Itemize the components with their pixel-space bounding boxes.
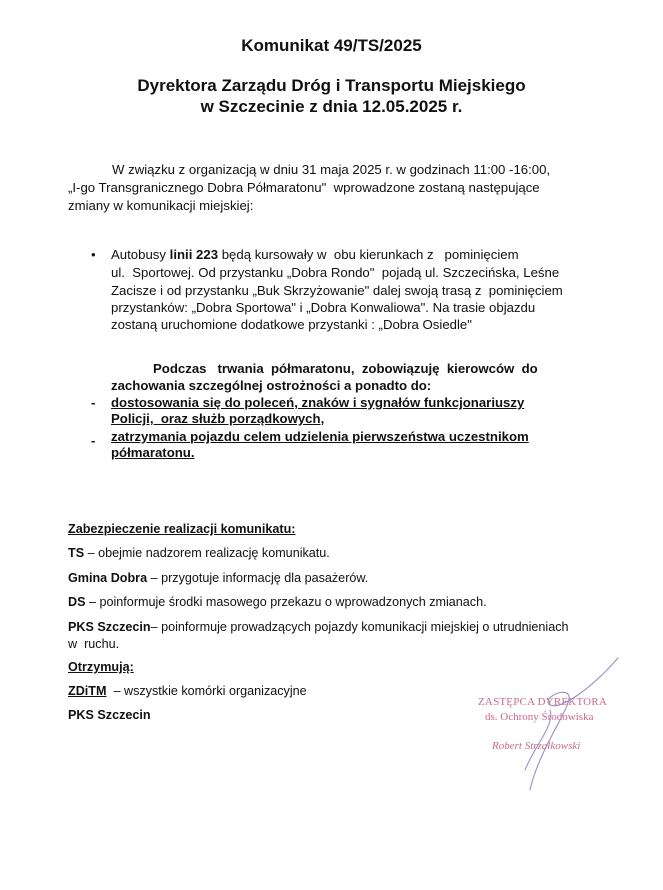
recipient-name: ZDiTM bbox=[68, 684, 107, 698]
bullet-text-pre: Autobusy bbox=[111, 247, 170, 262]
security-item-gmina bbox=[68, 570, 608, 586]
document-number: Komunikat 49/TS/2025 bbox=[241, 36, 422, 55]
obligation-line1: Podczas trwania półmaratonu, zobowiązuję kierowców do bbox=[153, 361, 538, 376]
security-item-ts bbox=[68, 545, 608, 561]
obligation-item2-line1: zatrzymania pojazdu celem udzielenia pierwszeństwa uczestnikom bbox=[111, 429, 529, 444]
stamp-name: Robert Strzałkowski bbox=[492, 740, 581, 752]
signature-scribble-icon bbox=[480, 650, 630, 800]
bullet-marker: • bbox=[91, 247, 96, 262]
security-item-pks-cont: w ruchu. bbox=[68, 637, 120, 651]
security-item-pks bbox=[68, 619, 608, 635]
security-item-ds bbox=[68, 594, 608, 610]
obligation-item1-line2: Policji, oraz służb porządkowych, bbox=[111, 411, 325, 426]
recipient-pks: PKS Szczecin bbox=[68, 708, 151, 722]
stamp-title: ZASTĘPCA DYREKTORA bbox=[478, 696, 607, 708]
security-heading: Zabezpieczenie realizacji komunikatu: bbox=[68, 522, 296, 536]
bullet-line5: zostaną uruchomione dodatkowe przystanki : „Dobra Osiedle" bbox=[111, 317, 472, 332]
security-duty: – poinformuje środki masowego przekazu o wprowadzonych zmianach. bbox=[85, 595, 487, 609]
bullet-line2: ul. Sportowej. Od przystanku „Dobra Rondo" pojadą ul. Szczecińska, Leśne bbox=[111, 265, 560, 280]
recipient-zditm bbox=[68, 683, 468, 699]
bullet-line4: przystanków: „Dobra Sportowa" i „Dobra Konwaliowa". Na trasie objazdu bbox=[111, 300, 536, 315]
bullet-line-number: linii 223 bbox=[169, 247, 219, 262]
bullet-text-rest: będą kursowały w obu kierunkach z pominięciem bbox=[218, 247, 519, 262]
stamp-department: ds. Ochrony Środowiska bbox=[485, 711, 594, 723]
security-duty: – poinformuje prowadzących pojazdy komunikacji miejskiej o utrudnieniach bbox=[150, 620, 569, 634]
dash-marker-2: - bbox=[91, 433, 96, 448]
security-unit: PKS Szczecin bbox=[68, 620, 151, 634]
security-unit: DS bbox=[68, 595, 86, 609]
obligation-line2: zachowania szczególnej ostrożności a ponadto do: bbox=[111, 378, 432, 393]
bullet-line3: Zacisze i od przystanku „Buk Skrzyżowanie" dalej swoją trasą z pominięciem bbox=[111, 283, 563, 298]
security-unit: TS bbox=[68, 546, 85, 560]
document-subtitle-line2: w Szczecinie z dnia 12.05.2025 r. bbox=[200, 97, 463, 116]
security-duty: – obejmie nadzorem realizację komunikatu. bbox=[84, 546, 330, 560]
security-duty: – przygotuje informację dla pasażerów. bbox=[147, 571, 369, 585]
obligation-item1-line1: dostosowania się do poleceń, znaków i sygnałów funkcjonariuszy bbox=[111, 395, 525, 410]
bullet-line1 bbox=[111, 246, 591, 263]
dash-marker-1: - bbox=[91, 395, 96, 410]
intro-line2: „I-go Transgranicznego Dobra Półmaratonu" wprowadzone zostaną następujące bbox=[68, 180, 540, 195]
security-unit: Gmina Dobra bbox=[68, 571, 148, 585]
recipient-scope: – wszystkie komórki organizacyjne bbox=[106, 684, 307, 698]
document-subtitle-line1: Dyrektora Zarządu Dróg i Transportu Miejskiego bbox=[137, 76, 526, 95]
intro-line3: zmiany w komunikacji miejskiej: bbox=[68, 198, 254, 213]
recipients-heading: Otrzymują: bbox=[68, 660, 134, 674]
intro-line1: W związku z organizacją w dniu 31 maja 2025 r. w godzinach 11:00 -16:00, bbox=[112, 162, 551, 177]
obligation-item2-line2: półmaratonu. bbox=[111, 445, 195, 460]
